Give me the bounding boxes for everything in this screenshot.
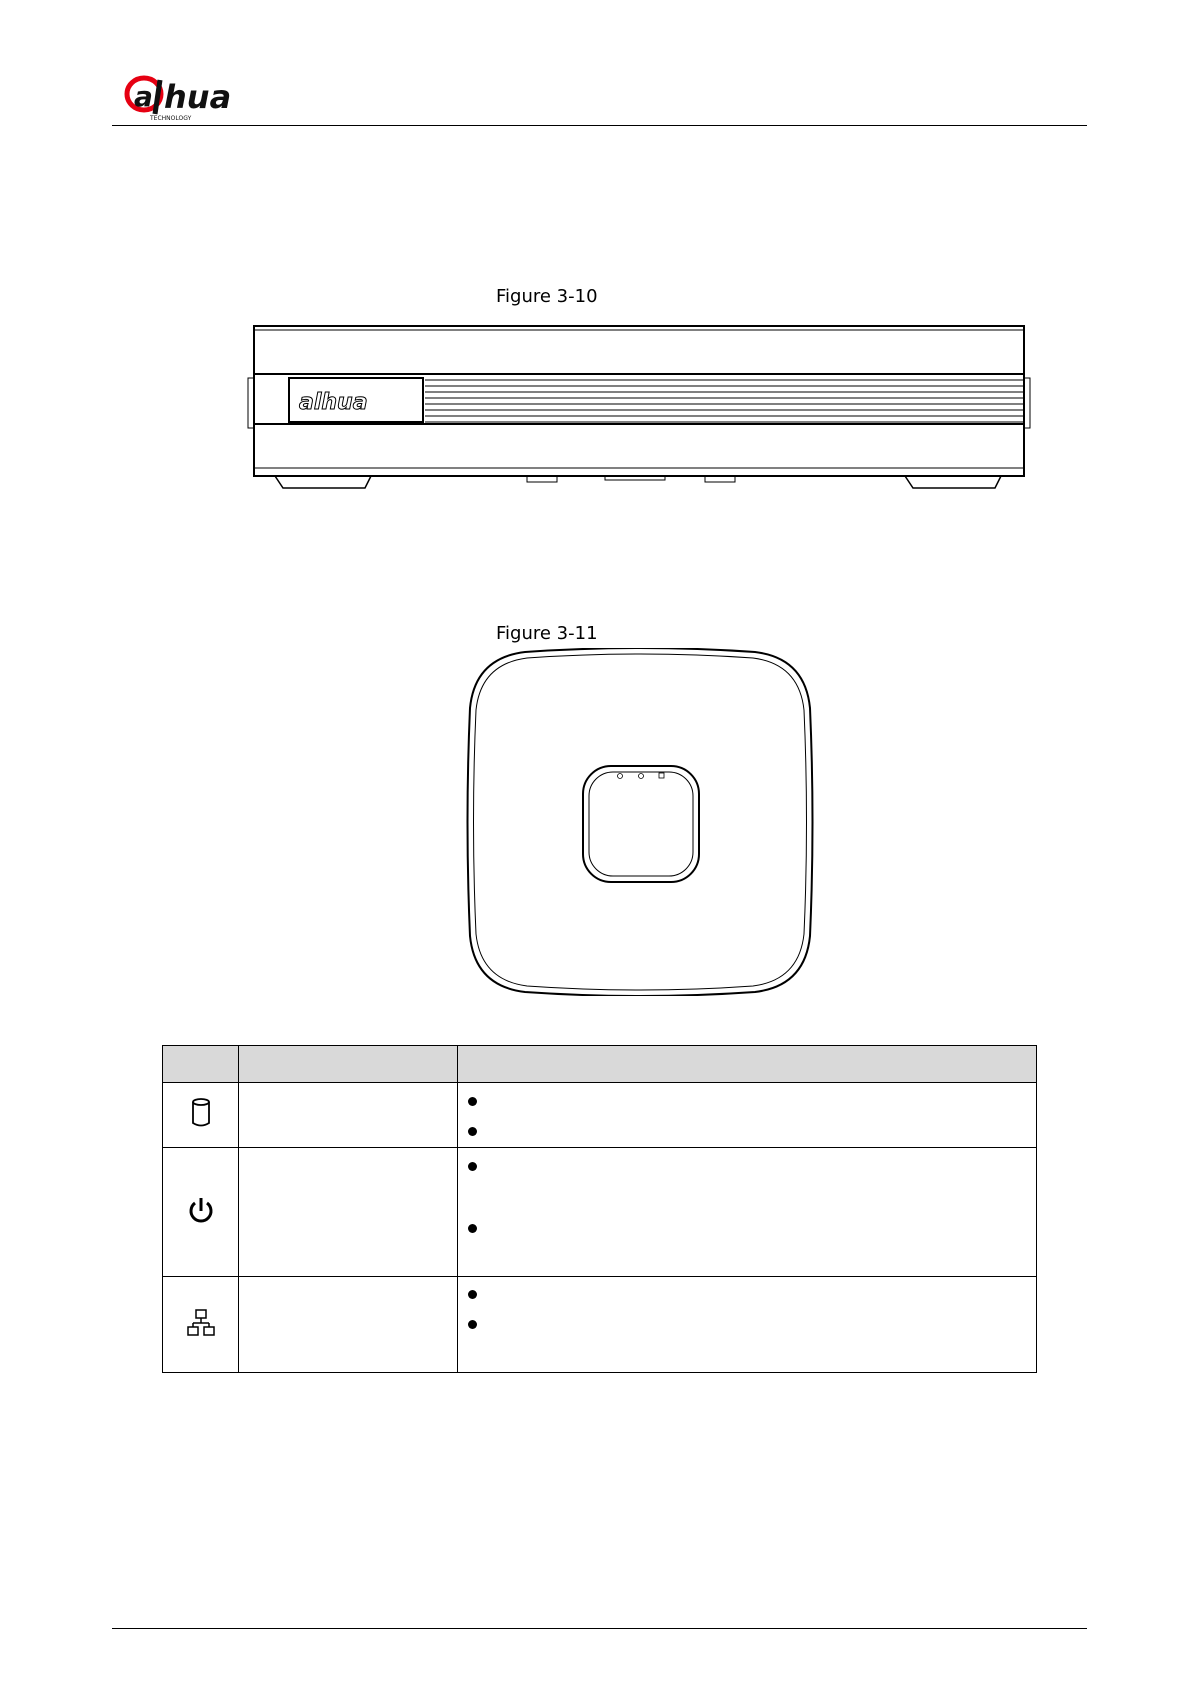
table-header-cell — [239, 1046, 458, 1083]
table-header-cell — [458, 1046, 1037, 1083]
dahua-logo-icon — [122, 70, 262, 130]
table-cell-icon — [163, 1148, 239, 1277]
table-cell — [458, 1083, 1037, 1148]
table-header-cell — [163, 1046, 239, 1083]
table-cell — [239, 1083, 458, 1148]
front-panel-figure — [245, 318, 1035, 498]
logo-tagline: TECHNOLOGY — [150, 115, 192, 122]
footer-rule — [112, 1628, 1087, 1629]
list-item — [468, 1117, 1036, 1147]
list-item — [468, 1087, 1036, 1117]
table-cell-icon — [163, 1083, 239, 1148]
table-cell-icon — [163, 1277, 239, 1373]
list-item — [468, 1152, 1036, 1214]
svg-text:a: a — [134, 80, 153, 113]
table-row — [163, 1148, 1037, 1277]
device-logo-text: alhua — [299, 390, 368, 415]
table-header-row — [163, 1046, 1037, 1083]
hdd-cylinder-icon — [190, 1097, 212, 1129]
indicator-table — [162, 1045, 1037, 1373]
table-cell — [458, 1277, 1037, 1373]
list-item — [468, 1214, 1036, 1276]
table-row — [163, 1083, 1037, 1148]
figure-caption-3-11: Figure 3-11 — [496, 623, 598, 644]
power-icon — [187, 1195, 215, 1225]
company-logo — [122, 70, 262, 130]
svg-text:hua: hua — [164, 78, 232, 116]
list-item — [468, 1310, 1036, 1340]
network-icon — [187, 1308, 215, 1338]
table-cell — [458, 1148, 1037, 1277]
table-row — [163, 1277, 1037, 1373]
table-cell — [239, 1277, 458, 1373]
list-item — [468, 1280, 1036, 1310]
top-panel-figure — [465, 648, 815, 996]
figure-caption-3-10: Figure 3-10 — [496, 286, 598, 307]
header-rule — [112, 125, 1087, 126]
table-cell — [239, 1148, 458, 1277]
